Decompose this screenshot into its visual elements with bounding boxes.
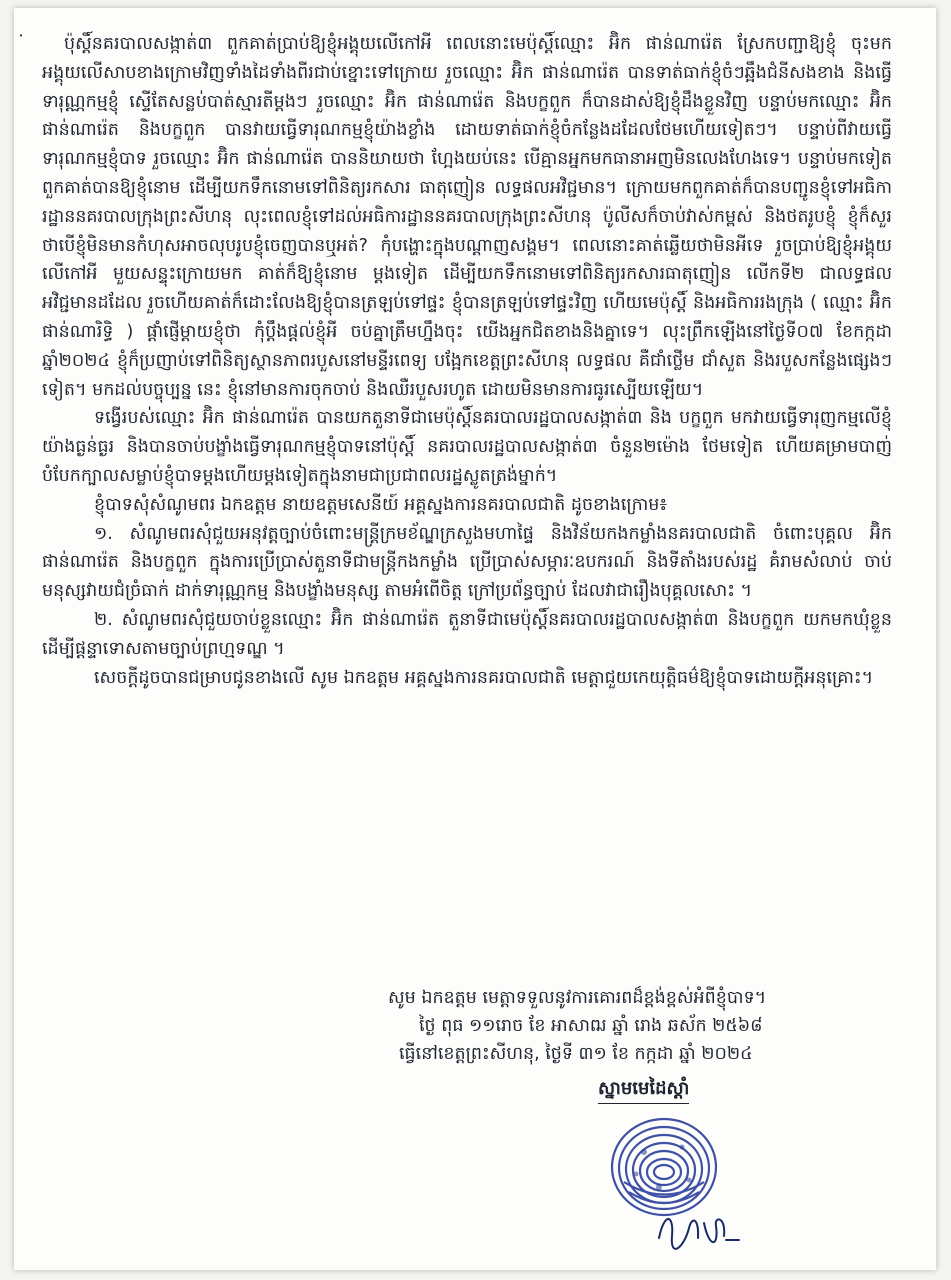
paragraph-1: ប៉ុស្តិ៍នគរបាលសង្កាត់៣ ពួកគាត់ប្រាប់ឱ្យខ្ញុំអង្គុយលើកៅអី ពេលនោះមេប៉ុស្តិ៍ឈ្មោះ អ៊ិក ផាន់ណារ៉េត ស្រែកបញ្ជាឱ្យខ្ញុំ ចុះមកអង្គុយលើសាបខាងក្រោមវិញទាំងដៃទាំងពីរជាប់ខ្នោះទៅក្រោយ រួចឈ្មោះ អ៊ិក ផាន់ណារ៉េត បានទាត់ធាក់ខ្ញុំចំៗឆ្អឹងជំនីសងខាង និងធ្វើទារុណ្ណកម្មខ្ញុំ ស្ទើតែសន្លប់បាត់ស្មារតីម្តងៗ រួចឈ្មោះ អ៊ិក ផាន់ណារ៉េត និងបក្ខពួក ក៏បានដាស់ឱ្យខ្ញុំដឹងខ្លួនវិញ បន្ទាប់មកឈ្មោះ អ៊ិក ផាន់ណារ៉េត និងបក្ខពួក បានវាយធ្វើទារុណកម្មខ្ញុំយ៉ាងខ្លាំង ដោយទាត់ធាក់ខ្ញុំចំកន្លែងដដែលថែមហើយទៀតៗ។ បន្ទាប់ពីវាយធ្វើទារុណកម្មខ្ញុំបាទ រួចឈ្មោះ អ៊ិក ផាន់ណារ៉េត បាននិយាយថា ហ្អែងយប់នេះ បើគ្មានអ្នកមកធានាអញមិនលេងហែងទេ។ បន្ទាប់មកទៀតពួកគាត់បានឱ្យខ្ញុំនោម ដើម្បីយកទឹកនោមទៅពិនិត្យរកសារ ធាតុញៀន លទ្ធផលអវិជ្ជមាន។ ក្រោយមកពួកគាត់ក៏បានបញ្ជូនខ្ញុំទៅអធិការដ្ឋាននគរបាលក្រុងព្រះសីហនុ លុះពេលខ្ញុំទៅដល់អធិការដ្ឋាននគរបាលក្រុងព្រះសីហនុ ប៉ូលីសក៏ចាប់វាស់កម្ពស់ និងថតរូបខ្ញុំ ខ្ញុំក៏សួរថាបើខ្ញុំមិនមានកំហុសអាចលុបរូបខ្ញុំចេញបានឬអត់? កុំបង្ហោះក្នុងបណ្តាញសង្គម។ ពេលនោះគាត់ឆ្លើយថាមិនអីទេ រួចប្រាប់ឱ្យខ្ញុំអង្គុយលើកៅអី មួយសន្ទុះក្រោយមក គាត់ក៏ឱ្យខ្ញុំនោម ម្តងទៀត ដើម្បីយកទឹកនោមទៅពិនិត្យរកសារធាតុញៀន លើកទី២ ជាលទ្ធផល អវិជ្ជមានដដែល រួចហើយគាត់ក៏ដោះលែងឱ្យខ្ញុំបានត្រឡប់ទៅផ្ទះ ខ្ញុំបានត្រឡប់ទៅផ្ទះវិញ ហើយមេប៉ុស្តិ៍ និងអធិការរងក្រុង ( ឈ្មោះ អ៊ិក ផាន់ណារិទ្ធិ ) ផ្តាំផ្ញើម្តាយខ្ញុំថា កុំប្តឹងផ្តល់ខ្ញុំអី ចប់គ្នាត្រឹមហ្នឹងចុះ យើងអ្នកជិតខាងនិងគ្នាទេ។ លុះព្រឹកឡើងនៅថ្ងៃទី០៧ ខែកក្កដា ឆ្នាំ២០២៤ ខ្ញុំក៏ប្រញាប់ទៅពិនិត្យស្ថានភាពរបួសនៅមន្ទីរពេទ្យ បង្អែកខេត្តព្រះសីហនុ លទ្ធផល គឺជាំថ្លើម ជាំសួត និងរបួសកន្លែងផ្សេងៗទៀត។ មកដល់បច្ចុប្បន្ន នេះ ខ្ញុំនៅមានការចុកចាប់ និងឈឺរបួសរហូត ដោយមិនមានការធូរស្បើយឡើយ។ (42, 34, 892, 400)
paragraph-closing: សេចក្តីដូចបានជម្រាបជូនខាងលើ សូម ឯកឧត្តម អគ្គស្នងការនគរបាលជាតិ មេត្តាជួយកេយុត្តិធម៌ឱ្យខ្ញុំបាទដោយក្តីអនុគ្រោះ។ (94, 667, 874, 688)
paragraph-2: ទង្វើរបស់ឈ្មោះ អ៊ិក ផាន់ណារ៉េត បានយកតួនាទីជាមេប៉ុស្តិ៍នគរបាលរដ្ឋបាលសង្កាត់៣ និង បក្ខពួក មកវាយធ្វើទារុញកម្មលើខ្ញុំយ៉ាងធ្ងន់ធ្ងរ និងបានចាប់បង្ខាំងធ្វើទារុណកម្មខ្ញុំបាទនៅប៉ុស្តិ៍ នគរបាលរដ្ឋបាលសង្កាត់៣ ចំនួន២ម៉ោង ថែមទៀត ហើយគម្រាមបាញ់បំបែកក្បាលសម្លាប់ខ្ញុំបាទម្តងហើយម្តងទៀតក្នុងនាមជាប្រជាពលរដ្ឋស្លូតត្រង់ម្នាក់។ (42, 408, 892, 486)
thumbprint-image (604, 1112, 724, 1222)
letter-body (42, 30, 892, 692)
date-lunar: ថ្ងៃ ពុធ ១១រោច ខែ អាសាឍ ឆ្នាំ រោង ឆស័ក ២៥៦៨ (419, 1016, 763, 1036)
corner-mark: ॱ (18, 30, 24, 51)
paragraph-request-1: ១. សំណូមពរសុំជួយអនុវត្តច្បាប់ចំពោះមន្ត្រីក្រមខ័ណ្ឌក្រសួងមហាផ្ទៃ និងវិន័យកងកម្លាំងនគរបាលជាតិ ចំពោះបុគ្គល អ៊ិក ផាន់ណារ៉េត និងបក្ខពួក ក្នុងការប្រើប្រាស់តួនាទីជាមន្ត្រីកងកម្លាំង ប្រើប្រាស់សម្ភារៈឧបករណ៍ និងទីតាំងរបស់រដ្ឋ គំរាមសំលាប់ ចាប់មនុស្សវាយជំច្រំធាក់ ដាក់ទារុណ្ណកម្ម និងបង្ខាំងមនុស្ស តាមអំពើចិត្ត ក្រៅប្រព័ន្ធច្បាប់ ដែលវាជារឿងបុគ្គលសោះ ។ (42, 523, 892, 602)
date-solar: ធ្វើនៅខេត្តព្រះសីហនុ, ថ្ងៃទី ៣១ ខែ កក្កដា ឆ្នាំ ២០២៤ (399, 1044, 753, 1064)
paragraph-request-2: ២. សំណូមពរសុំជួយចាប់ខ្លួនឈ្មោះ អ៊ិក ផាន់ណារ៉េត តួនាទីជាមេប៉ុស្តិ៍នគរបាលរដ្ឋបាលសង្កាត់៣ និងបក្ខពួក យកមកឃុំខ្លួន ដើម្បីផ្តន្ទាទោសតាមច្បាប់ព្រហ្មទណ្ឌ ។ (42, 609, 892, 659)
closing-respect: សូម ឯកឧត្តម មេត្តាទទួលនូវការគោរពដ៏ខ្ពង់ខ្ពស់អំពីខ្ញុំបាទ។ (388, 988, 767, 1008)
signature (654, 1208, 744, 1258)
document-page (14, 8, 936, 1270)
paragraph-3: ខ្ញុំបាទសុំសំណូមពរ ឯកឧត្តម នាយឧត្តមសេនីយ៍ អគ្គស្នងការនគរបាលជាតិ ដូចខាងក្រោម៖ (94, 494, 668, 515)
thumbprint-label: ស្នាមមេដៃស្តាំ (598, 1076, 689, 1104)
